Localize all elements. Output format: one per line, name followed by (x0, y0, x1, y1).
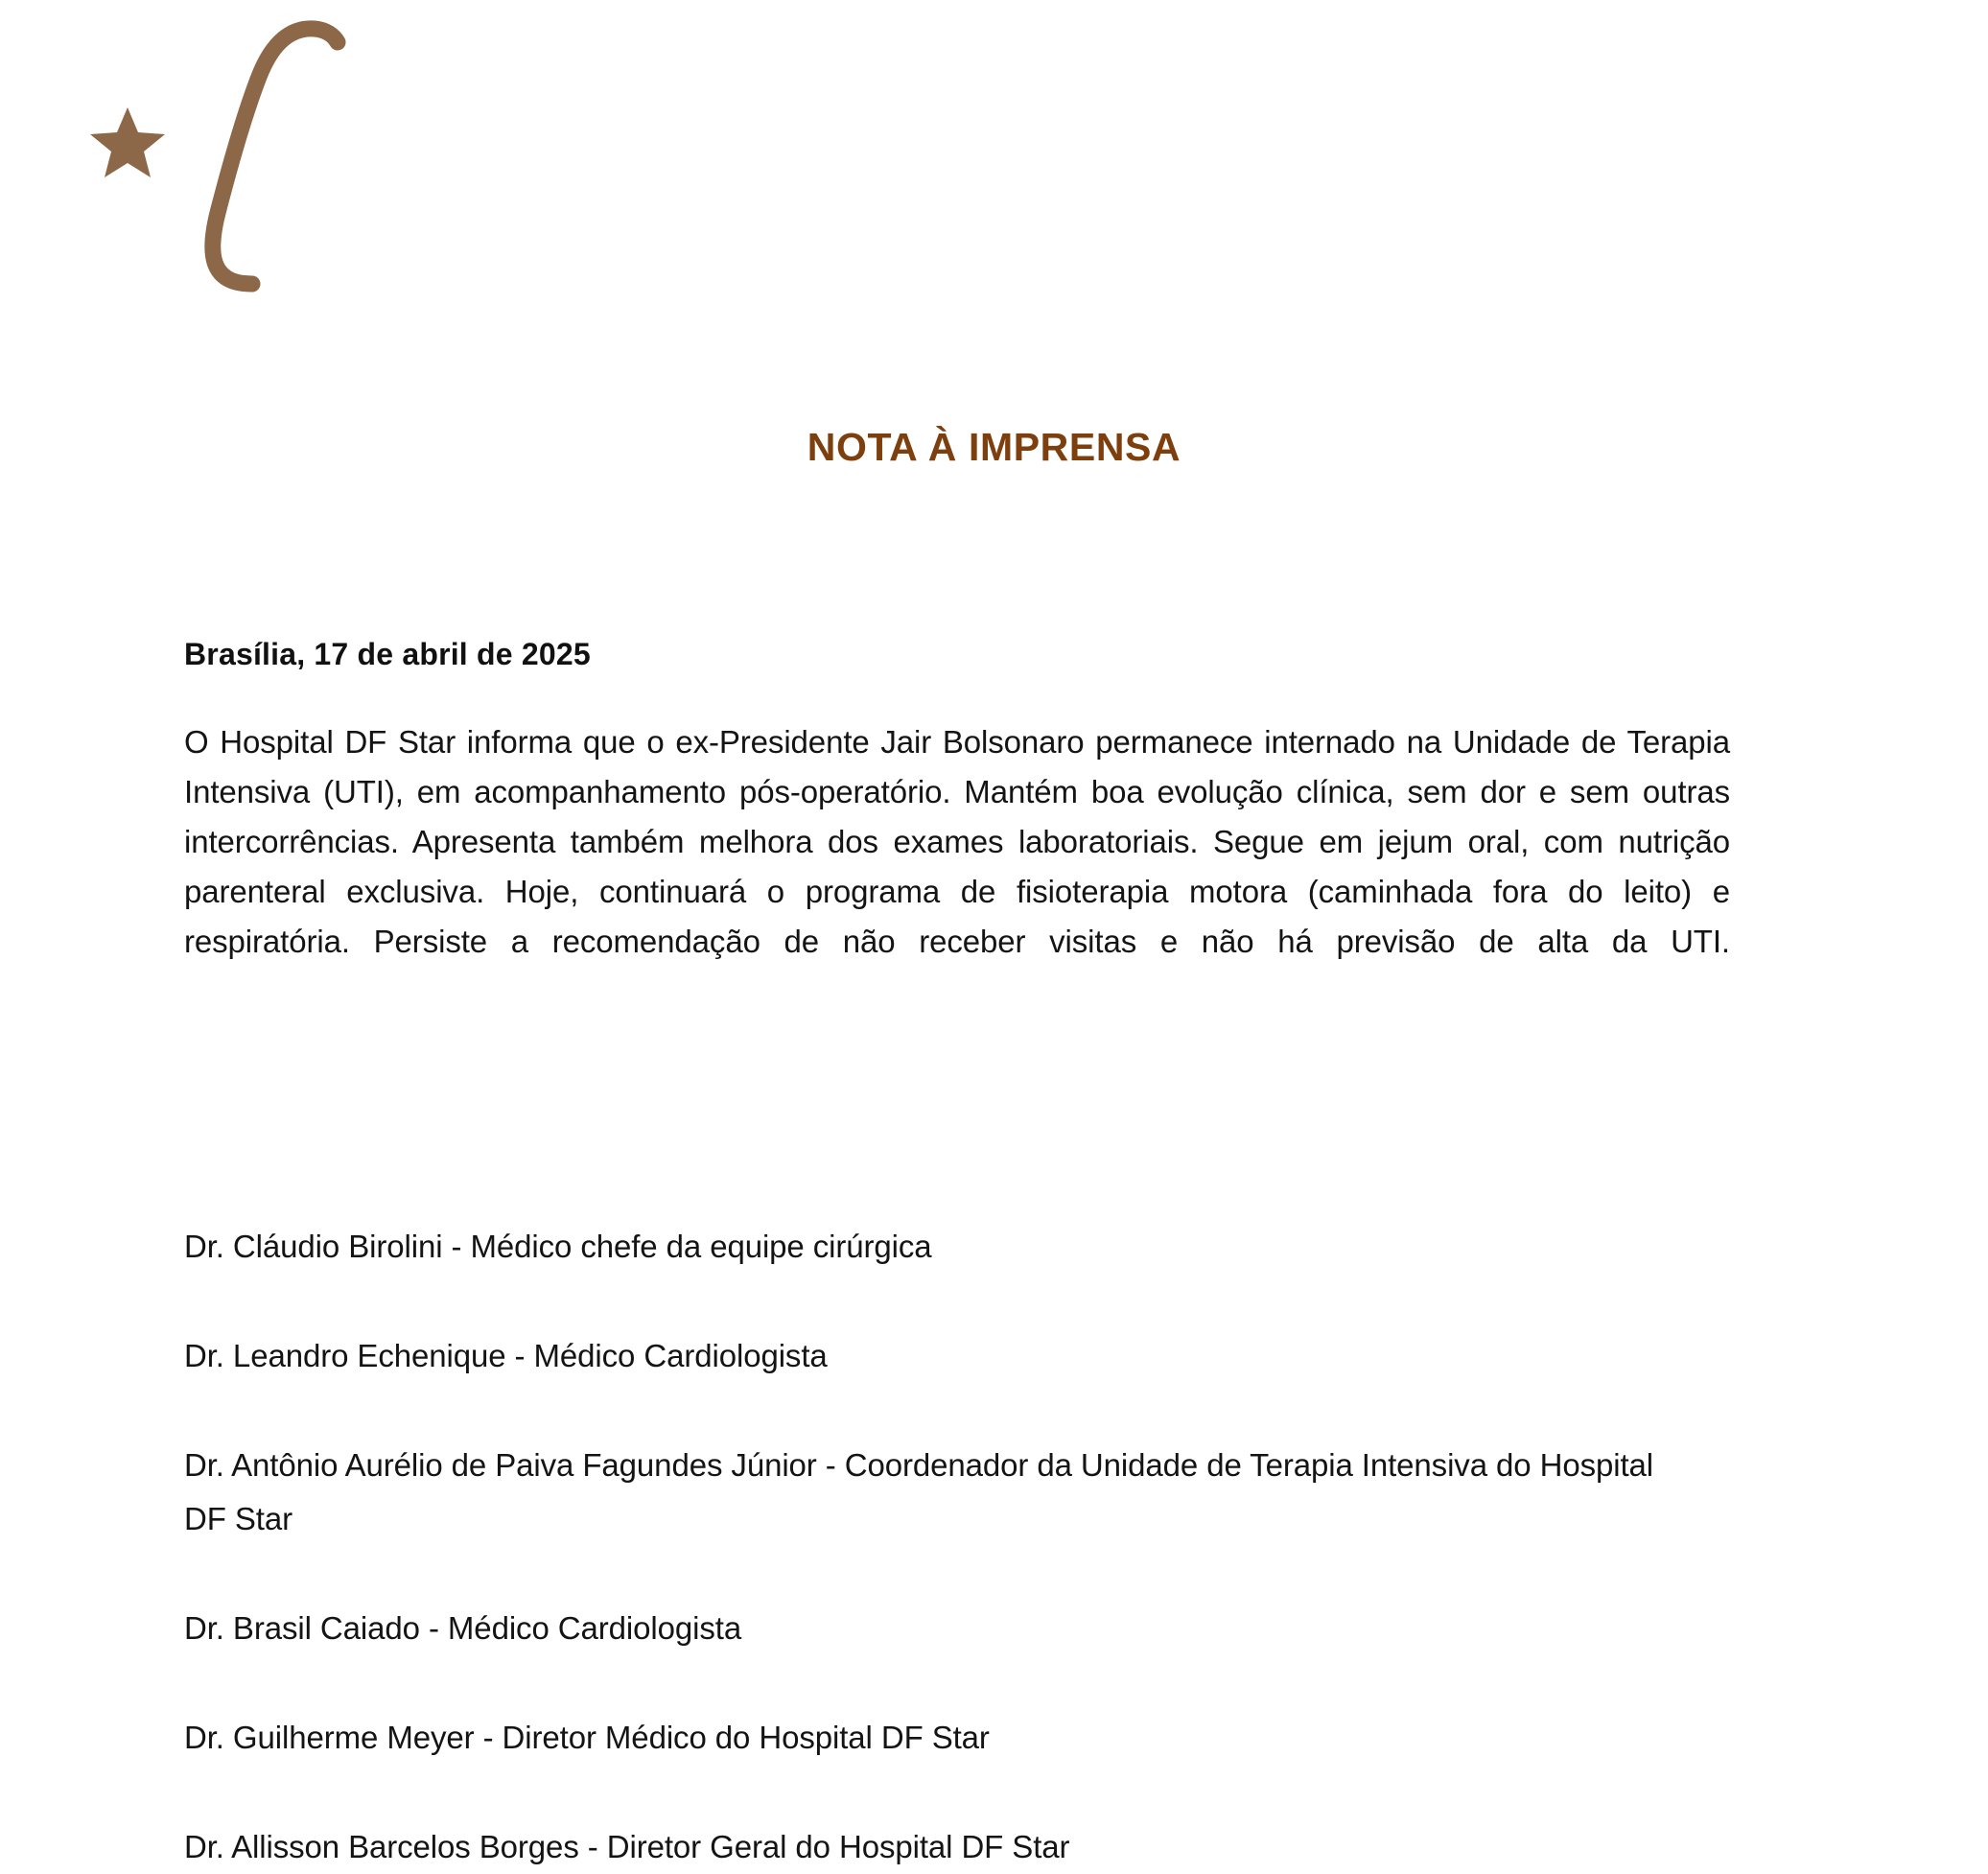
signature-line: Dr. Antônio Aurélio de Paiva Fagundes Júnior - Coordenador da Unidade de Terapia Intensiva do Hospital DF Star (184, 1447, 1654, 1536)
hospital-logo (75, 8, 391, 295)
signature-line: Dr. Cláudio Birolini - Médico chefe da equipe cirúrgica (184, 1229, 932, 1264)
signature-line: Dr. Guilherme Meyer - Diretor Médico do Hospital DF Star (184, 1720, 990, 1755)
signature-list (184, 1220, 1814, 1874)
page-title: NOTA À IMPRENSA (807, 425, 1181, 469)
signature-line: Dr. Allisson Barcelos Borges - Diretor Geral do Hospital DF Star (184, 1829, 1070, 1864)
signature-line: Dr. Leandro Echenique - Médico Cardiologista (184, 1338, 828, 1373)
star-and-curve-icon (75, 8, 391, 295)
document-body (184, 635, 1730, 1017)
dateline: Brasília, 17 de abril de 2025 (184, 637, 591, 671)
body-paragraph: O Hospital DF Star informa que o ex-Presidente Jair Bolsonaro permanece internado na Unidade de Terapia Intensiva (UTI), em acompanhamento pós-operatório. Mantém boa evolução clínica, sem dor e sem outras intercorrências. Apresenta também melhora dos exames laboratoriais. Segue em jejum oral, com nutrição parenteral exclusiva. Hoje, continuará o programa de fisioterapia motora (caminhada fora do leito) e respiratória. Persiste a recomendação de não receber visitas e não há previsão de alta da UTI. (184, 724, 1730, 959)
signature-line: Dr. Brasil Caiado - Médico Cardiologista (184, 1610, 742, 1646)
